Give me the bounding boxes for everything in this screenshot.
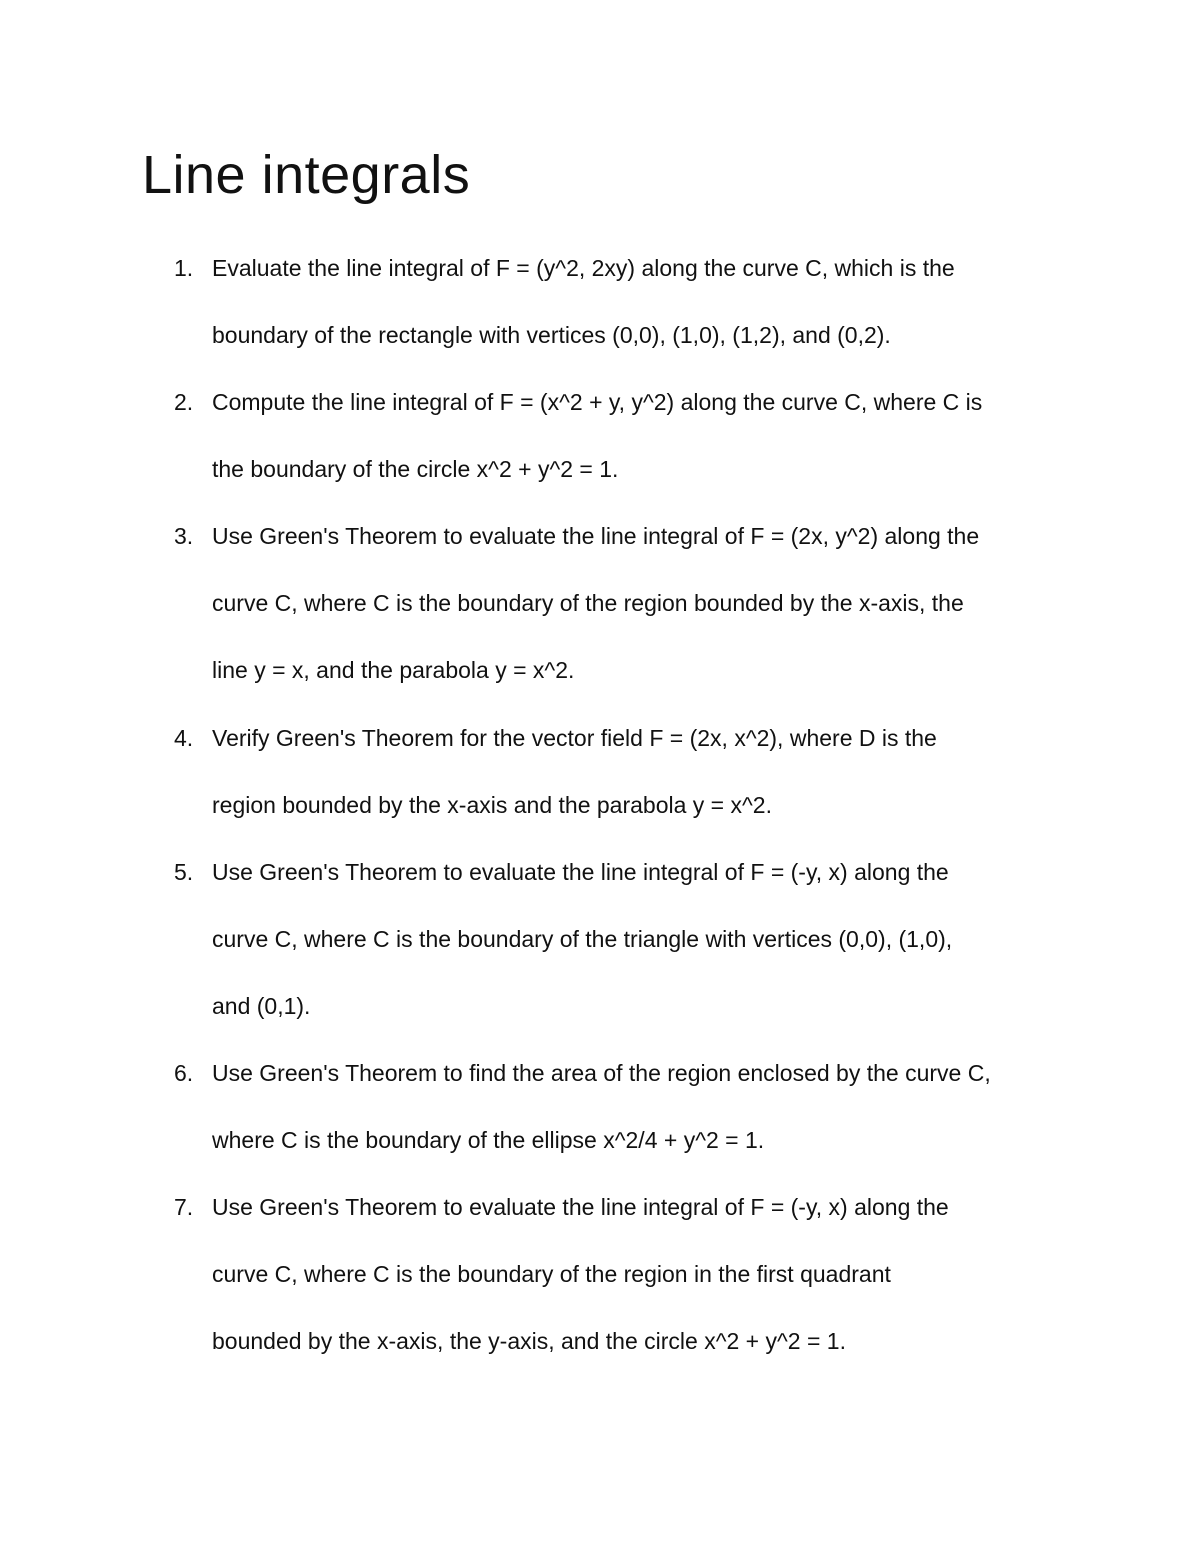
problem-number: 1.: [174, 255, 194, 281]
problem-text-line: curve C, where C is the boundary of the region bounded by the x-axis, the: [212, 590, 964, 616]
problem-text-line: and (0,1).: [212, 993, 311, 1019]
problem-text-line: Use Green's Theorem to find the area of the region enclosed by the curve C,: [212, 1060, 991, 1086]
problem-text-line: Verify Green's Theorem for the vector field F = (2x, x^2), where D is the: [212, 725, 937, 751]
page-title: Line integrals: [142, 145, 471, 205]
problem-number: 7.: [174, 1194, 194, 1220]
problem-text-line: curve C, where C is the boundary of the triangle with vertices (0,0), (1,0),: [212, 926, 953, 952]
problem-text-line: bounded by the x-axis, the y-axis, and the circle x^2 + y^2 = 1.: [212, 1328, 846, 1354]
problem-number: 5.: [174, 859, 194, 885]
problem-text-line: region bounded by the x-axis and the parabola y = x^2.: [212, 792, 772, 818]
problem-text-line: Evaluate the line integral of F = (y^2, 2xy) along the curve C, which is the: [212, 255, 955, 281]
problem-number: 3.: [174, 523, 194, 549]
problem-number: 4.: [174, 725, 194, 751]
problem-text-line: where C is the boundary of the ellipse x^2/4 + y^2 = 1.: [212, 1127, 765, 1153]
problem-text-line: the boundary of the circle x^2 + y^2 = 1.: [212, 456, 619, 482]
problem-text-line: Use Green's Theorem to evaluate the line integral of F = (-y, x) along the: [212, 859, 949, 885]
problem-text-line: boundary of the rectangle with vertices (0,0), (1,0), (1,2), and (0,2).: [212, 322, 891, 348]
problem-text-line: curve C, where C is the boundary of the region in the first quadrant: [212, 1261, 891, 1287]
problem-number: 6.: [174, 1060, 194, 1086]
problem-text-line: Use Green's Theorem to evaluate the line integral of F = (-y, x) along the: [212, 1194, 949, 1220]
problem-number: 2.: [174, 389, 194, 415]
problem-text-line: line y = x, and the parabola y = x^2.: [212, 657, 575, 683]
problem-text-line: Compute the line integral of F = (x^2 + y, y^2) along the curve C, where C is: [212, 389, 983, 415]
problem-text-line: Use Green's Theorem to evaluate the line integral of F = (2x, y^2) along the: [212, 523, 980, 549]
